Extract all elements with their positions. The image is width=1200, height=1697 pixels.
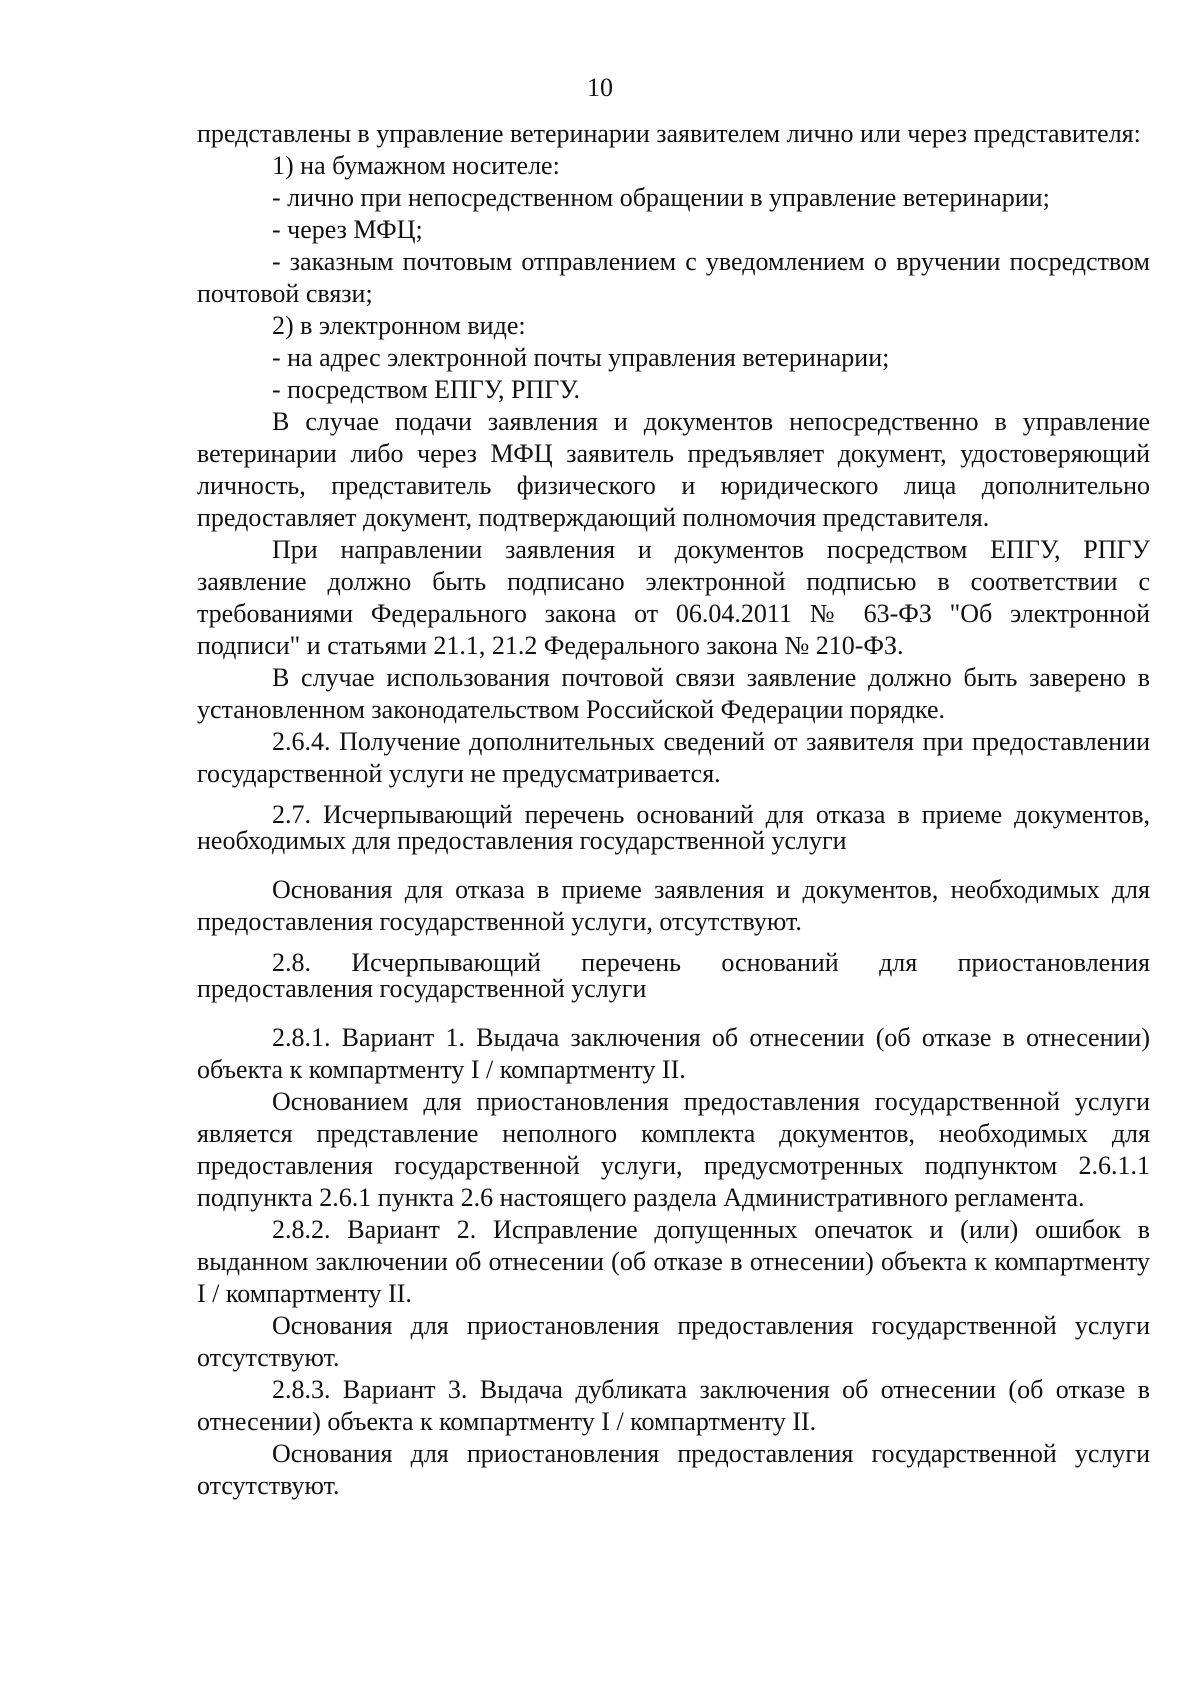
paragraph-no-suspension-2: Основания для приостановления предоставления государственной услуги отсутствуют. [197, 1439, 1150, 1500]
list-item-electronic: 2) в электронном виде: [272, 311, 526, 340]
document-body [197, 118, 1150, 1502]
list-item-email: - на адрес электронной почты управления ветеринарии; [272, 343, 890, 372]
paragraph-2-8-3: 2.8.3. Вариант 3. Выдача дубликата заключения об отнесении (об отказе в отнесении) объекта к компартменту I / компартменту II. [197, 1375, 1150, 1436]
paragraph-2-6-4: 2.6.4. Получение дополнительных сведений от заявителя при предоставлении государственной услуги не предусматривается. [197, 727, 1150, 788]
paragraph-electronic-signature: При направлении заявления и документов посредством ЕПГУ, РПГУ заявление должно быть подписано электронной подписью в соответствии с требованиями Федерального закона от 06.04.2011 № 63-ФЗ "Об электронной подписи" и статьями 21.1, 21.2 Федерального закона № 210-ФЗ. [197, 535, 1150, 660]
paragraph-identity-document: В случае подачи заявления и документов непосредственно в управление ветеринарии либо через МФЦ заявитель предъявляет документ, удостоверяющий личность, представитель физического и юридического лица дополнительно предоставляет документ, подтверждающий полномочия представителя. [197, 407, 1150, 532]
paragraph-no-suspension-1: Основания для приостановления предоставления государственной услуги отсутствуют. [197, 1311, 1150, 1372]
paragraph-postal-certification: В случае использования почтовой связи заявление должно быть заверено в установленном законодательством Российской Федерации порядке. [197, 663, 1150, 724]
list-item-paper: 1) на бумажном носителе: [272, 151, 560, 180]
section-heading-2-8: 2.8. Исчерпывающий перечень оснований для приостановления предоставления государственной услуги [197, 948, 1150, 1003]
paragraph-continuation: представлены в управление ветеринарии заявителем лично или через представителя: [197, 119, 1141, 148]
list-item-epgu: - посредством ЕПГУ, РПГУ. [272, 375, 580, 404]
list-item-mfc: - через МФЦ; [272, 215, 423, 244]
paragraph-2-8-1: 2.8.1. Вариант 1. Выдача заключения об отнесении (об отказе в отнесении) объекта к компартменту I / компартменту II. [197, 1023, 1150, 1084]
section-heading-2-7: 2.7. Исчерпывающий перечень оснований для отказа в приеме документов, необходимых для предоставления государственной услуги [197, 800, 1150, 855]
page-number: 10 [587, 73, 613, 102]
paragraph-refusal-grounds: Основания для отказа в приеме заявления и документов, необходимых для предоставления государственной услуги, отсутствуют. [197, 875, 1150, 936]
list-item-in-person: - лично при непосредственном обращении в управление ветеринарии; [272, 183, 1050, 212]
paragraph-2-8-2: 2.8.2. Вариант 2. Исправление допущенных опечаток и (или) ошибок в выданном заключении об отнесении (об отказе в отнесении) объекта к компартменту I / компартменту II. [197, 1215, 1150, 1308]
paragraph-suspension-grounds: Основанием для приостановления предоставления государственной услуги является представление неполного комплекта документов, необходимых для предоставления государственной услуги, предусмотренных подпунктом 2.6.1.1 подпункта 2.6.1 пункта 2.6 настоящего раздела Административного регламента. [197, 1087, 1150, 1212]
list-item-registered-mail: - заказным почтовым отправлением с уведомлением о вручении посредством почтовой связи; [197, 247, 1150, 308]
